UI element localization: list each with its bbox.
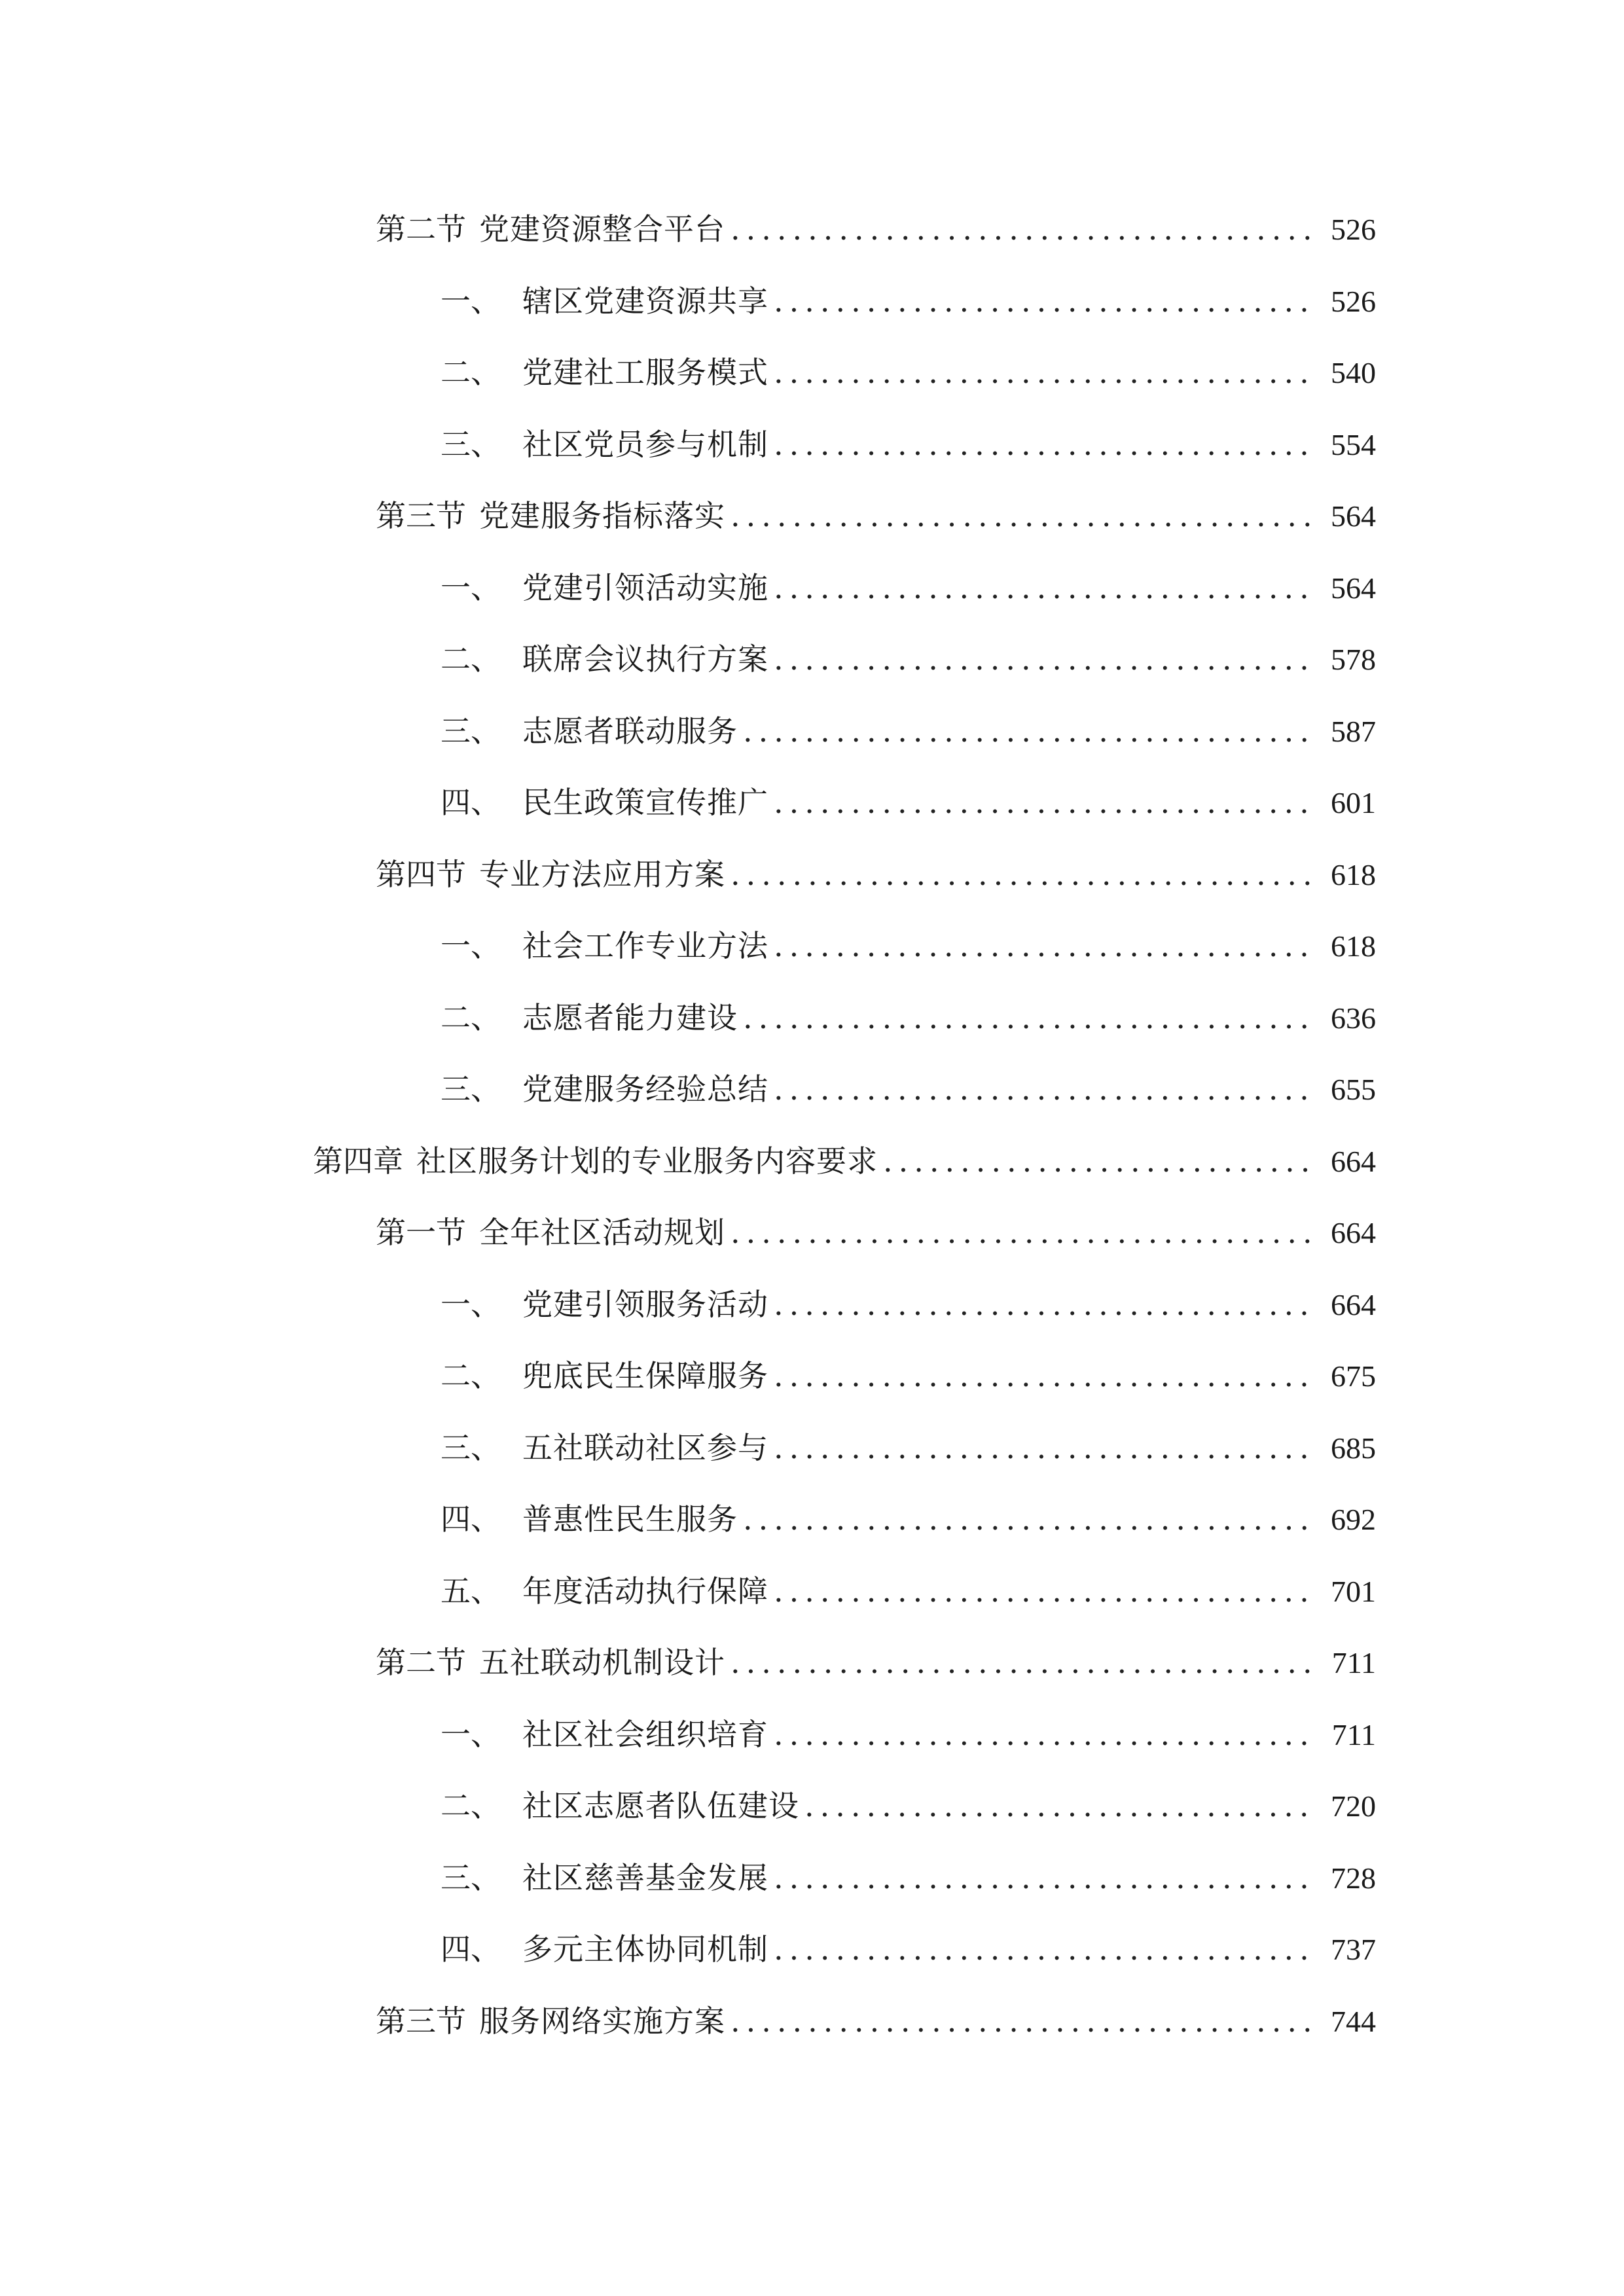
toc-section-entry[interactable] [376, 1206, 1376, 1259]
dot-leader [731, 1636, 1316, 1689]
toc-section-entry[interactable] [376, 1636, 1376, 1689]
entry-title: 普惠性民生服务 [522, 1501, 738, 1537]
toc-subsection-entry[interactable] [441, 1852, 1376, 1904]
entry-title: 年度活动执行保障 [522, 1573, 768, 1609]
dot-leader [774, 1422, 1316, 1474]
entry-page-number: 526 [1331, 213, 1376, 246]
toc-subsection-entry[interactable] [441, 776, 1376, 829]
entry-number: 第四章 [313, 1143, 403, 1179]
entry-number: 一、 [441, 570, 501, 605]
entry-page-number: 737 [1331, 1933, 1376, 1966]
entry-title: 党建引领活动实施 [522, 570, 768, 605]
entry-title: 社区服务计划的专业服务内容要求 [416, 1143, 878, 1179]
entry-page-number: 578 [1331, 643, 1376, 676]
dot-leader [731, 1206, 1316, 1259]
dot-leader [774, 920, 1316, 972]
toc-subsection-entry[interactable] [441, 562, 1376, 614]
entry-title: 辖区党建资源共享 [522, 283, 768, 319]
entry-page-number: 540 [1331, 356, 1376, 389]
entry-title: 党建服务指标落实 [479, 498, 725, 533]
entry-title: 党建引领服务活动 [522, 1287, 768, 1322]
entry-page-number: 711 [1331, 1718, 1376, 1751]
entry-page-number: 720 [1331, 1789, 1376, 1823]
toc-section-entry[interactable] [376, 490, 1376, 542]
dot-leader [774, 1565, 1316, 1617]
entry-title: 联席会议执行方案 [522, 641, 768, 677]
entry-number: 第一节 [376, 1215, 466, 1250]
entry-title: 志愿者联动服务 [522, 713, 738, 749]
entry-title: 多元主体协同机制 [522, 1931, 768, 1967]
entry-number: 五、 [441, 1573, 501, 1609]
entry-number: 二、 [441, 355, 501, 390]
entry-page-number: 664 [1331, 1216, 1376, 1249]
entry-title: 社区社会组织培育 [522, 1717, 768, 1752]
entry-page-number: 701 [1331, 1575, 1376, 1608]
entry-page-number: 587 [1331, 715, 1376, 748]
entry-number: 二、 [441, 1788, 501, 1823]
toc-subsection-entry[interactable] [441, 1493, 1376, 1545]
dot-leader [731, 203, 1316, 255]
toc-subsection-entry[interactable] [441, 1063, 1376, 1115]
entry-title: 全年社区活动规划 [479, 1215, 725, 1250]
entry-number: 四、 [441, 1501, 501, 1537]
entry-number: 一、 [441, 928, 501, 963]
dot-leader [731, 848, 1316, 901]
entry-title: 党建服务经验总结 [522, 1071, 768, 1107]
entry-page-number: 664 [1331, 1145, 1376, 1178]
entry-number: 三、 [441, 713, 501, 749]
entry-number: 第三节 [376, 2003, 466, 2039]
toc-subsection-entry[interactable] [441, 275, 1376, 327]
entry-number: 第二节 [376, 211, 466, 247]
entry-title: 志愿者能力建设 [522, 1000, 738, 1035]
entry-page-number: 554 [1331, 428, 1376, 461]
dot-leader [774, 346, 1316, 399]
toc-subsection-entry[interactable] [441, 418, 1376, 471]
entry-title: 五社联动机制设计 [479, 1645, 725, 1680]
entry-page-number: 711 [1331, 1646, 1376, 1679]
toc-chapter-entry[interactable] [313, 1135, 1376, 1187]
entry-page-number: 664 [1331, 1288, 1376, 1321]
dot-leader [883, 1135, 1316, 1187]
dot-leader [774, 1852, 1316, 1904]
toc-subsection-entry[interactable] [441, 633, 1376, 685]
entry-number: 一、 [441, 1287, 501, 1322]
entry-number: 二、 [441, 1358, 501, 1393]
dot-leader [731, 490, 1316, 542]
dot-leader [774, 1063, 1316, 1115]
toc-section-entry[interactable] [376, 1995, 1376, 2047]
entry-number: 三、 [441, 1430, 501, 1465]
toc-subsection-entry[interactable] [441, 1350, 1376, 1402]
dot-leader [774, 1278, 1316, 1331]
entry-number: 四、 [441, 785, 501, 820]
dot-leader [731, 1995, 1316, 2047]
entry-title: 民生政策宣传推广 [522, 785, 768, 820]
toc-subsection-entry[interactable] [441, 346, 1376, 399]
entry-page-number: 675 [1331, 1359, 1376, 1393]
toc-subsection-entry[interactable] [441, 1565, 1376, 1617]
entry-number: 第二节 [376, 1645, 466, 1680]
entry-title: 党建社工服务模式 [522, 355, 768, 390]
entry-page-number: 655 [1331, 1073, 1376, 1106]
dot-leader [774, 633, 1316, 685]
dot-leader [804, 1780, 1316, 1832]
entry-page-number: 526 [1331, 285, 1376, 318]
entry-title: 五社联动社区参与 [522, 1430, 768, 1465]
entry-title: 服务网络实施方案 [479, 2003, 725, 2039]
toc-section-entry[interactable] [376, 203, 1376, 255]
toc-subsection-entry[interactable] [441, 705, 1376, 757]
entry-title: 社区慈善基金发展 [522, 1860, 768, 1895]
dot-leader [774, 1350, 1316, 1402]
entry-number: 第三节 [376, 498, 466, 533]
dot-leader [743, 992, 1316, 1044]
toc-subsection-entry[interactable] [441, 1780, 1376, 1832]
entry-number: 三、 [441, 1071, 501, 1107]
entry-page-number: 564 [1331, 499, 1376, 533]
toc-subsection-entry[interactable] [441, 1923, 1376, 1975]
dot-leader [774, 1708, 1316, 1761]
entry-page-number: 685 [1331, 1431, 1376, 1465]
entry-page-number: 636 [1331, 1001, 1376, 1035]
entry-number: 四、 [441, 1931, 501, 1967]
toc-subsection-entry[interactable] [441, 920, 1376, 972]
entry-title: 兜底民生保障服务 [522, 1358, 768, 1393]
entry-number: 三、 [441, 427, 501, 462]
toc-subsection-entry[interactable] [441, 992, 1376, 1044]
dot-leader [774, 776, 1316, 829]
dot-leader [774, 1923, 1316, 1975]
entry-number: 二、 [441, 641, 501, 677]
entry-number: 二、 [441, 1000, 501, 1035]
entry-title: 社区党员参与机制 [522, 427, 768, 462]
toc-section-entry[interactable] [376, 848, 1376, 901]
entry-number: 一、 [441, 283, 501, 319]
entry-page-number: 692 [1331, 1503, 1376, 1536]
entry-page-number: 601 [1331, 786, 1376, 819]
dot-leader [774, 275, 1316, 327]
entry-page-number: 618 [1331, 929, 1376, 963]
entry-page-number: 564 [1331, 571, 1376, 605]
dot-leader [774, 562, 1316, 614]
dot-leader [774, 418, 1316, 471]
toc-subsection-entry[interactable] [441, 1422, 1376, 1474]
dot-leader [743, 705, 1316, 757]
entry-title: 社区志愿者队伍建设 [522, 1788, 799, 1823]
entry-page-number: 744 [1331, 2005, 1376, 2038]
entry-number: 一、 [441, 1717, 501, 1752]
entry-page-number: 728 [1331, 1861, 1376, 1895]
entry-number: 第四节 [376, 857, 466, 892]
entry-number: 三、 [441, 1860, 501, 1895]
entry-title: 专业方法应用方案 [479, 857, 725, 892]
toc-subsection-entry[interactable] [441, 1278, 1376, 1331]
dot-leader [743, 1493, 1316, 1545]
entry-title: 党建资源整合平台 [479, 211, 725, 247]
toc-subsection-entry[interactable] [441, 1708, 1376, 1761]
entry-page-number: 618 [1331, 858, 1376, 891]
entry-title: 社会工作专业方法 [522, 928, 768, 963]
